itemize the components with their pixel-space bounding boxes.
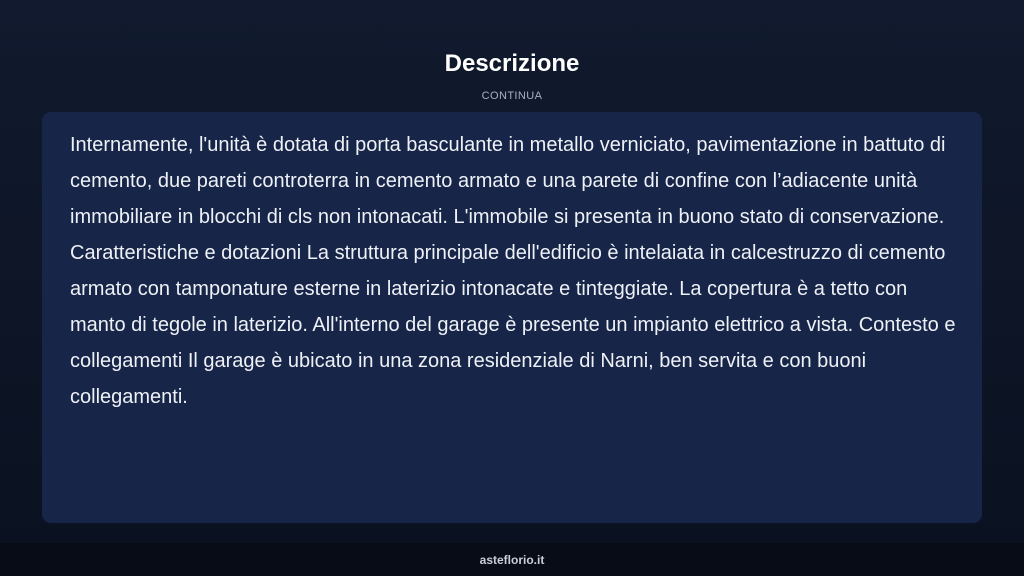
footer [0, 543, 1024, 576]
footer-site-label: asteflorio.it [479, 553, 545, 567]
page-title: Descrizione [444, 50, 580, 77]
continua-label: CONTINUA [481, 90, 543, 102]
header [0, 0, 1024, 110]
description-text: Internamente, l'unità è dotata di porta basculante in metallo verniciato, pavimentazione in battuto di cemento, due pareti controterra in cemento armato e una parete di confine con l’adiacente unità immobiliare in blocchi di cls non intonacati. L'immobile si presenta in buono stato di conservazione. Caratteristiche e dotazioni La struttura principale dell'edificio è intelaiata in calcestruzzo di cemento armato con tamponature esterne in laterizio intonacate e tinteggiate. La copertura è a tetto con manto di tegole in laterizio. All'interno del garage è presente un impianto elettrico a vista. Contesto e collegamenti Il garage è ubicato in una zona residenziale di Narni, ben servita e con buoni collegamenti. [70, 134, 956, 408]
description-card [42, 112, 982, 523]
